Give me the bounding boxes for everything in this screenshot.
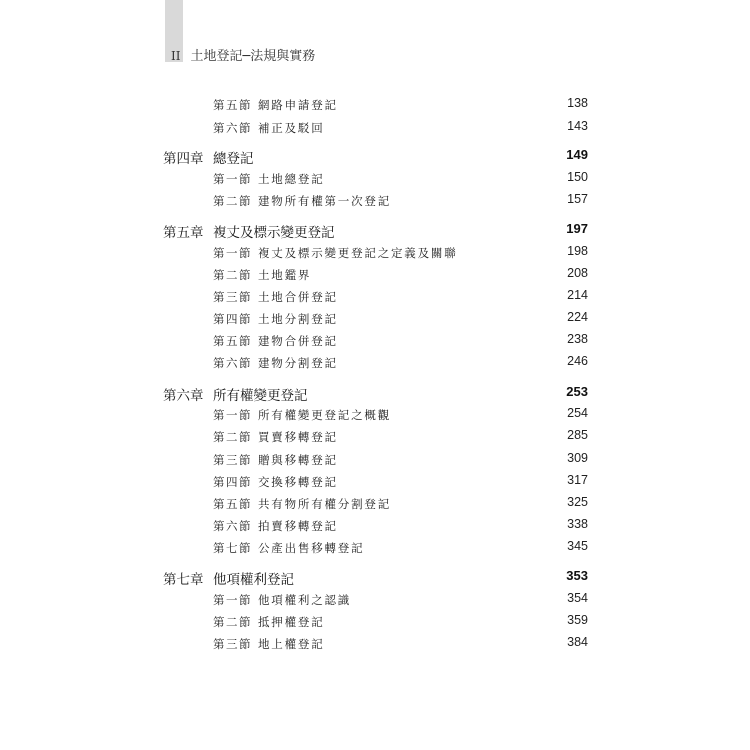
section-page: 224	[567, 310, 588, 324]
chapter-title: 他項權利登記	[213, 572, 294, 588]
chapter-number: 第四章	[163, 151, 204, 167]
chapter-page: 253	[566, 384, 588, 399]
section-title: 他項權利之認識	[258, 593, 352, 607]
toc-chapter-row[interactable]	[0, 568, 750, 588]
chapter-title: 所有權變更登記	[213, 388, 308, 404]
section-page: 214	[567, 288, 588, 302]
toc-section-row[interactable]	[0, 634, 750, 654]
section-title: 土地鑑界	[258, 268, 312, 282]
toc-chapter-row[interactable]	[0, 147, 750, 167]
section-title: 建物所有權第一次登記	[258, 194, 391, 208]
section-title: 土地總登記	[258, 172, 325, 186]
section-page: 246	[567, 354, 588, 368]
section-title: 複丈及標示變更登記之定義及關聯	[258, 246, 458, 260]
section-number: 第五節	[213, 334, 252, 348]
section-title: 共有物所有權分割登記	[258, 497, 391, 511]
header-book-title: 土地登記─法規與實務	[190, 49, 316, 64]
chapter-title: 總登記	[213, 151, 254, 167]
running-header	[171, 45, 315, 64]
toc-section-row[interactable]	[0, 169, 750, 189]
section-page: 359	[567, 613, 588, 627]
section-page: 325	[567, 495, 588, 509]
section-page: 138	[567, 96, 588, 110]
toc-chapter-row[interactable]	[0, 221, 750, 241]
toc-section-row[interactable]	[0, 331, 750, 351]
section-number: 第一節	[213, 246, 252, 260]
section-title: 交換移轉登記	[258, 475, 338, 489]
section-title: 拍賣移轉登記	[258, 519, 338, 533]
toc-section-row[interactable]	[0, 95, 750, 115]
section-title: 抵押權登記	[258, 615, 325, 629]
section-title: 補正及駁回	[258, 121, 325, 135]
toc-section-row[interactable]	[0, 118, 750, 138]
chapter-number: 第六章	[163, 388, 204, 404]
toc-section-row[interactable]	[0, 287, 750, 307]
section-number: 第六節	[213, 121, 252, 135]
section-number: 第六節	[213, 519, 252, 533]
section-number: 第二節	[213, 268, 252, 282]
chapter-page: 197	[566, 221, 588, 236]
section-page: 143	[567, 119, 588, 133]
section-page: 208	[567, 266, 588, 280]
section-number: 第四節	[213, 475, 252, 489]
section-page: 354	[567, 591, 588, 605]
toc-section-row[interactable]	[0, 243, 750, 263]
section-page: 238	[567, 332, 588, 346]
section-number: 第一節	[213, 593, 252, 607]
toc-section-row[interactable]	[0, 309, 750, 329]
section-page: 254	[567, 406, 588, 420]
toc-section-row[interactable]	[0, 590, 750, 610]
section-page: 309	[567, 451, 588, 465]
section-title: 贈與移轉登記	[258, 453, 338, 467]
section-number: 第六節	[213, 356, 252, 370]
section-number: 第五節	[213, 497, 252, 511]
section-title: 建物合併登記	[258, 334, 338, 348]
toc-section-row[interactable]	[0, 538, 750, 558]
section-title: 建物分割登記	[258, 356, 338, 370]
section-title: 地上權登記	[258, 637, 325, 651]
toc-section-row[interactable]	[0, 265, 750, 285]
toc-chapter-row[interactable]	[0, 384, 750, 404]
section-number: 第二節	[213, 615, 252, 629]
section-number: 第一節	[213, 408, 252, 422]
section-page: 157	[567, 192, 588, 206]
toc-section-row[interactable]	[0, 191, 750, 211]
section-page: 338	[567, 517, 588, 531]
section-number: 第一節	[213, 172, 252, 186]
section-number: 第二節	[213, 194, 252, 208]
section-page: 345	[567, 539, 588, 553]
section-title: 買賣移轉登記	[258, 430, 338, 444]
section-number: 第四節	[213, 312, 252, 326]
section-page: 384	[567, 635, 588, 649]
toc-section-row[interactable]	[0, 450, 750, 470]
section-page: 285	[567, 428, 588, 442]
chapter-page: 149	[566, 147, 588, 162]
toc-section-row[interactable]	[0, 472, 750, 492]
chapter-page: 353	[566, 568, 588, 583]
section-number: 第三節	[213, 637, 252, 651]
section-title: 網路申請登記	[258, 98, 338, 112]
section-title: 土地分割登記	[258, 312, 338, 326]
toc-section-row[interactable]	[0, 353, 750, 373]
section-page: 150	[567, 170, 588, 184]
section-number: 第二節	[213, 430, 252, 444]
section-page: 198	[567, 244, 588, 258]
toc-section-row[interactable]	[0, 427, 750, 447]
toc-section-row[interactable]	[0, 494, 750, 514]
section-number: 第七節	[213, 541, 252, 555]
chapter-title: 複丈及標示變更登記	[213, 225, 335, 241]
chapter-number: 第七章	[163, 572, 204, 588]
toc-section-row[interactable]	[0, 516, 750, 536]
section-title: 所有權變更登記之概觀	[258, 408, 391, 422]
header-page-number: II	[171, 49, 181, 63]
section-number: 第三節	[213, 290, 252, 304]
section-number: 第五節	[213, 98, 252, 112]
toc-section-row[interactable]	[0, 405, 750, 425]
section-page: 317	[567, 473, 588, 487]
toc-section-row[interactable]	[0, 612, 750, 632]
chapter-number: 第五章	[163, 225, 204, 241]
section-title: 公產出售移轉登記	[258, 541, 365, 555]
section-title: 土地合併登記	[258, 290, 338, 304]
section-number: 第三節	[213, 453, 252, 467]
